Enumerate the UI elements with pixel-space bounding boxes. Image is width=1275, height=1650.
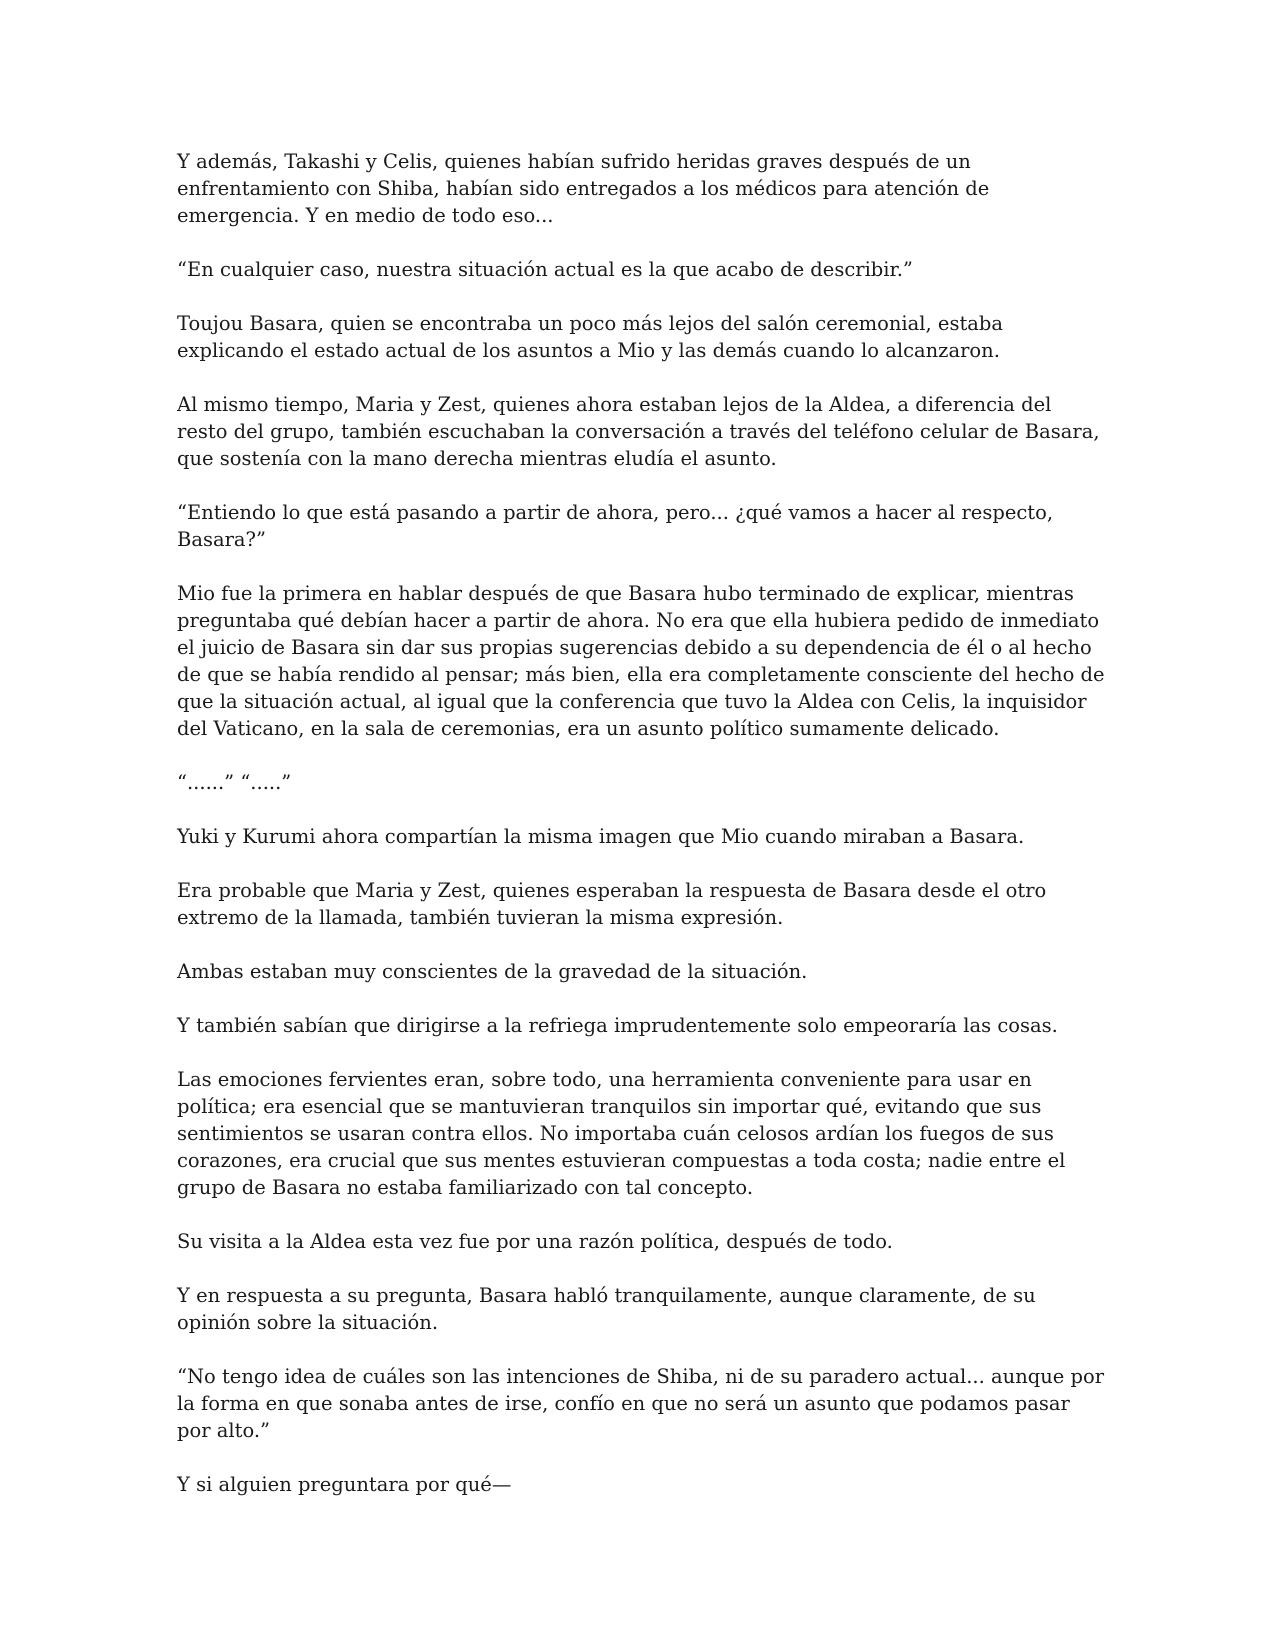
paragraph-3: Toujou Basara, quien se encontraba un poco más lejos del salón ceremonial, estaba explicando el estado actual de los asuntos a Mio y las demás cuando lo alcanzaron. <box>177 312 1004 362</box>
paragraph-15: “No tengo idea de cuáles son las intenciones de Shiba, ni de su paradero actual... aunque por la forma en que sonaba antes de irse, confío en que no será un asunto que podamos pasar por alto.” <box>177 1365 1105 1442</box>
paragraph-7: “......” “.....” <box>177 771 292 794</box>
paragraph-10: Ambas estaban muy conscientes de la gravedad de la situación. <box>177 960 808 983</box>
paragraph-11: Y también sabían que dirigirse a la refriega imprudentemente solo empeoraría las cosas. <box>177 1014 1058 1037</box>
paragraph-4: Al mismo tiempo, Maria y Zest, quienes ahora estaban lejos de la Aldea, a diferencia del resto del grupo, también escuchaban la conversación a través del teléfono celular de Basara, que sostenía con la mano derecha mientras eludía el asunto. <box>177 393 1100 470</box>
paragraph-6: Mio fue la primera en hablar después de que Basara hubo terminado de explicar, mientras preguntaba qué debían hacer a partir de ahora. No era que ella hubiera pedido de inmediato el juicio de Basara sin dar sus propias sugerencias debido a su dependencia de él o al hecho de que se había rendido al pensar; más bien, ella era completamente consciente del hecho de que la situación actual, al igual que la conferencia que tuvo la Aldea con Celis, la inquisidor del Vaticano, en la sala de ceremonias, era un asunto político sumamente delicado. <box>177 582 1105 740</box>
document-page <box>177 148 1107 1525</box>
paragraph-2: “En cualquier caso, nuestra situación actual es la que acabo de describir.” <box>177 258 913 281</box>
paragraph-9: Era probable que Maria y Zest, quienes esperaban la respuesta de Basara desde el otro extremo de la llamada, también tuvieran la misma expresión. <box>177 879 1047 929</box>
paragraph-13: Su visita a la Aldea esta vez fue por una razón política, después de todo. <box>177 1230 893 1253</box>
paragraph-5: “Entiendo lo que está pasando a partir de ahora, pero... ¿qué vamos a hacer al respecto, Basara?” <box>177 501 1054 551</box>
paragraph-8: Yuki y Kurumi ahora compartían la misma imagen que Mio cuando miraban a Basara. <box>177 825 1025 848</box>
paragraph-1: Y además, Takashi y Celis, quienes habían sufrido heridas graves después de un enfrentamiento con Shiba, habían sido entregados a los médicos para atención de emergencia. Y en medio de todo eso... <box>177 150 990 227</box>
paragraph-16: Y si alguien preguntara por qué— <box>177 1473 512 1496</box>
paragraph-12: Las emociones fervientes eran, sobre todo, una herramienta conveniente para usar en política; era esencial que se mantuvieran tranquilos sin importar qué, evitando que sus sentimientos se usaran contra ellos. No importaba cuán celosos ardían los fuegos de sus corazones, era crucial que sus mentes estuvieran compuestas a toda costa; nadie entre el grupo de Basara no estaba familiarizado con tal concepto. <box>177 1068 1066 1199</box>
paragraph-14: Y en respuesta a su pregunta, Basara habló tranquilamente, aunque claramente, de su opinión sobre la situación. <box>177 1284 1036 1334</box>
